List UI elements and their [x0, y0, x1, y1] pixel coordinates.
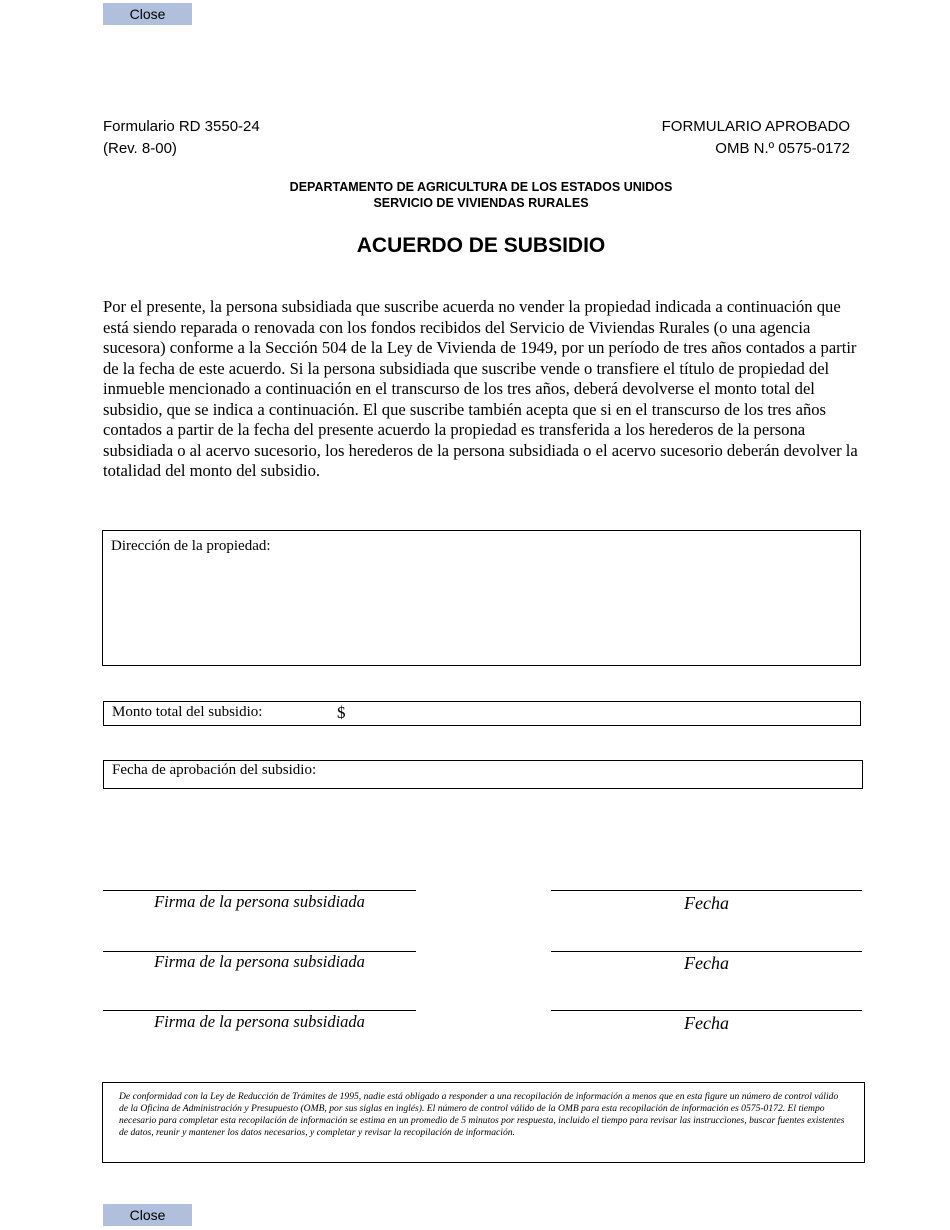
currency-symbol: $	[337, 703, 346, 722]
date-label-1: Fecha	[684, 893, 729, 913]
property-address-field[interactable]	[102, 530, 861, 666]
agreement-text: Por el presente, la persona subsidiada que suscribe acuerda no vender la propiedad indicada a continuación que está siendo reparada o renovada con los fondos recibidos del Servicio de Viviendas Rurales (o una agencia sucesora) conforme a la Sección 504 de la Ley de Vivienda de 1949, por un período de tres años contados a partir de la fecha de este acuerdo. Si la persona subsidiada que suscribe vende o transfiere el título de propiedad del inmueble mencionado a continuación en el transcurso de los tres años, deberá devolverse el monto total del subsidio, que se indica a continuación. El que suscribe también acepta que si en el transcurso de los tres años contados a partir de la fecha del presente acuerdo la propiedad es transferida a los herederos de la persona subsidiada o al acervo sucesorio, los herederos de la persona subsidiada o el acervo sucesorio deberán devolver la totalidad del monto del subsidio.	[103, 297, 858, 480]
approval-date-field[interactable]	[103, 760, 863, 789]
signature-line-3[interactable]	[103, 1010, 416, 1011]
date-line-1[interactable]	[551, 890, 862, 891]
close-button-bottom[interactable]: Close	[103, 1204, 192, 1226]
omb-number: OMB N.º 0575-0172	[715, 140, 850, 157]
property-address-label: Dirección de la propiedad:	[111, 538, 271, 554]
page-title: ACUERDO DE SUBSIDIO	[356, 234, 606, 257]
approval-block	[662, 116, 850, 160]
form-number: Formulario RD 3550-24	[103, 118, 260, 135]
form-id-block	[103, 116, 260, 160]
close-button-top[interactable]: Close	[103, 3, 192, 25]
date-line-2[interactable]	[551, 951, 862, 952]
date-line-3[interactable]	[551, 1010, 862, 1011]
date-label-3: Fecha	[684, 1013, 729, 1033]
agency-heading	[0, 179, 950, 211]
form-revision: (Rev. 8-00)	[103, 140, 177, 157]
signature-label-3: Firma de la persona subsidiada	[154, 1012, 365, 1031]
signature-label-2: Firma de la persona subsidiada	[154, 952, 365, 971]
subsidy-amount-label: Monto total del subsidio:	[112, 704, 263, 720]
approval-date-label: Fecha de aprobación del subsidio:	[112, 762, 317, 778]
form-approved: FORMULARIO APROBADO	[661, 118, 850, 135]
subsidy-amount-field[interactable]	[103, 701, 861, 726]
date-label-2: Fecha	[684, 953, 729, 973]
signature-label-1: Firma de la persona subsidiada	[154, 892, 365, 911]
signature-line-1[interactable]	[103, 890, 416, 891]
agency-line-1: DEPARTAMENTO DE AGRICULTURA DE LOS ESTADOS UNIDOS	[289, 180, 673, 194]
agency-line-2: SERVICIO DE VIVIENDAS RURALES	[373, 196, 589, 210]
paperwork-reduction-notice: De conformidad con la Ley de Reducción de Trámites de 1995, nadie está obligado a responder a una recopilación de información a menos que en esta figure un número de control válido de la Oficina de Administración y Presupuesto (OMB, por sus siglas en inglés). El número de control válido de la OMB para esta recopilación de información es 0575-0172. El tiempo necesario para completar esta recopilación de información se estima en un promedio de 5 minutos por respuesta, incluido el tiempo para revisar las instrucciones, buscar fuentes existentes de datos, reunir y mantener los datos necesarios, y completar y revisar la recopilación de información.	[102, 1082, 865, 1163]
